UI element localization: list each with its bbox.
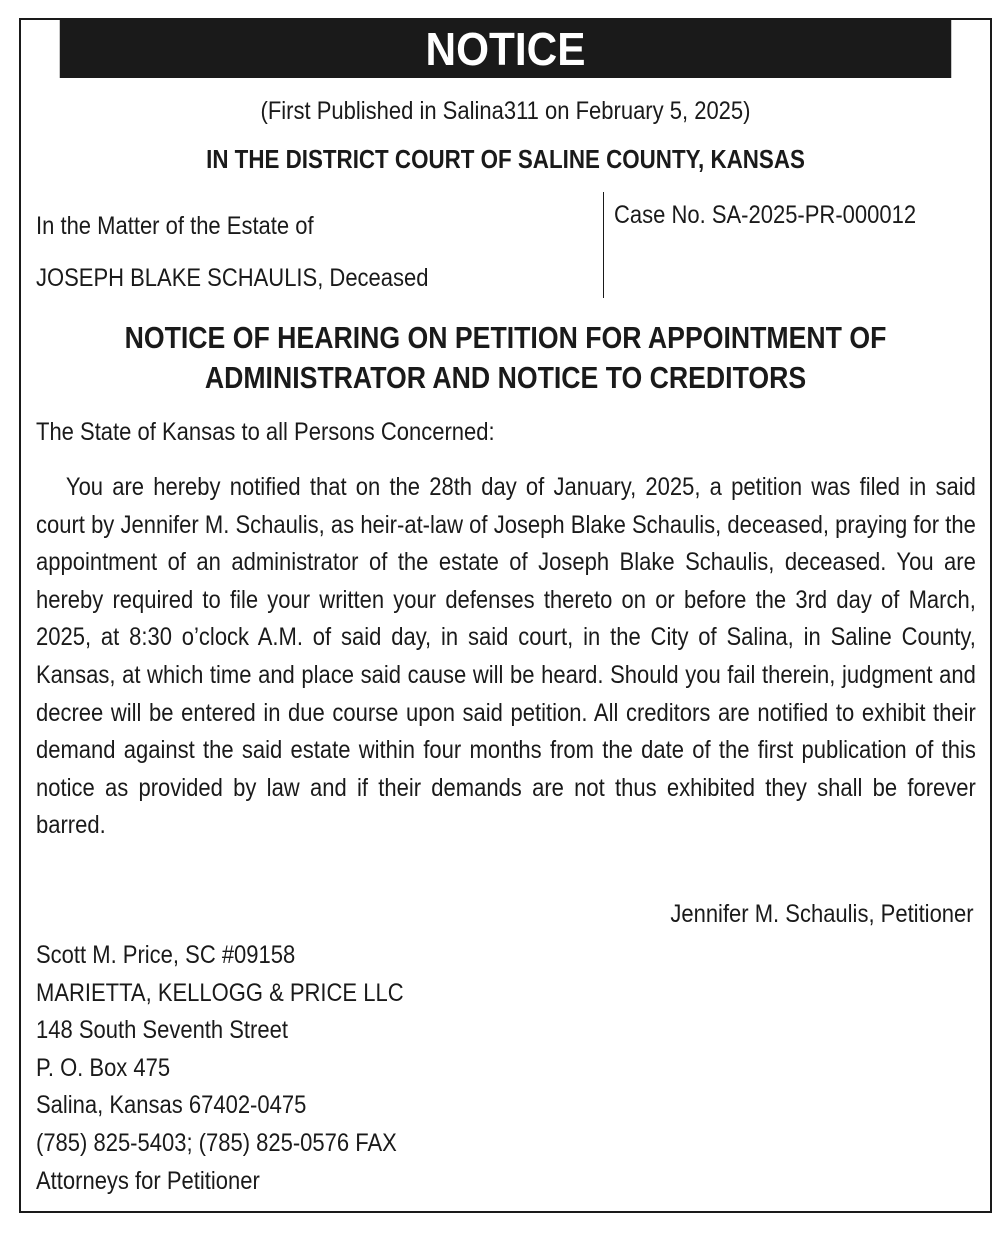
heading-line-2: ADMINISTRATOR AND NOTICE TO CREDITORS — [204, 360, 807, 395]
case-number: Case No. SA-2025-PR-000012 — [614, 201, 917, 229]
legal-notice — [19, 18, 992, 1213]
notice-heading — [21, 318, 990, 398]
street-address: 148 South Seventh Street — [36, 1016, 288, 1045]
po-box: P. O. Box 475 — [36, 1053, 171, 1082]
phone-fax: (785) 825-5403; (785) 825-0576 FAX — [36, 1128, 397, 1157]
notice-banner: NOTICE — [60, 20, 951, 78]
attorney-block — [36, 937, 404, 1200]
publication-line: (First Published in Salina311 on February 5, 2025) — [260, 97, 751, 125]
law-firm: MARIETTA, KELLOGG & PRICE LLC — [36, 978, 404, 1007]
attorney-role: Attorneys for Petitioner — [36, 1166, 260, 1195]
city-state-zip: Salina, Kansas 67402-0475 — [36, 1091, 307, 1120]
case-caption — [21, 192, 990, 298]
petitioner-signature: Jennifer M. Schaulis, Petitioner — [670, 900, 974, 928]
heading-line-1: NOTICE OF HEARING ON PETITION FOR APPOINTMENT OF — [124, 320, 887, 355]
caption-parties — [36, 200, 529, 304]
notice-body: You are hereby notified that on the 28th day of January, 2025, a petition was filed in said court by Jennifer M. Schaulis, as heir-at-law of Joseph Blake Schaulis, deceased, praying for the appointment of an administrator of the estate of Joseph Blake Schaulis, deceased. You are hereby required to file your written your defenses thereto on or before the 3rd day of March, 2025, at 8:30 o’clock A.M. of said day, in said court, in the City of Salina, in Saline County, Kansas, at which time and place said cause will be heard. Should you fail therein, judgment and decree will be entered in due course upon said petition. All creditors are notified to exhibit their demand against the said estate within four months from the date of the first publication of this notice as provided by law and if their demands are not thus exhibited they shall be forever barred. — [36, 473, 976, 840]
caption-divider — [603, 192, 604, 298]
decedent-name: JOSEPH BLAKE SCHAULIS, Deceased — [36, 264, 429, 292]
court-name: IN THE DISTRICT COURT OF SALINE COUNTY, KANSAS — [206, 144, 805, 174]
estate-matter: In the Matter of the Estate of — [36, 212, 314, 240]
salutation: The State of Kansas to all Persons Concerned: — [36, 418, 495, 446]
attorney-name: Scott M. Price, SC #09158 — [36, 941, 296, 969]
